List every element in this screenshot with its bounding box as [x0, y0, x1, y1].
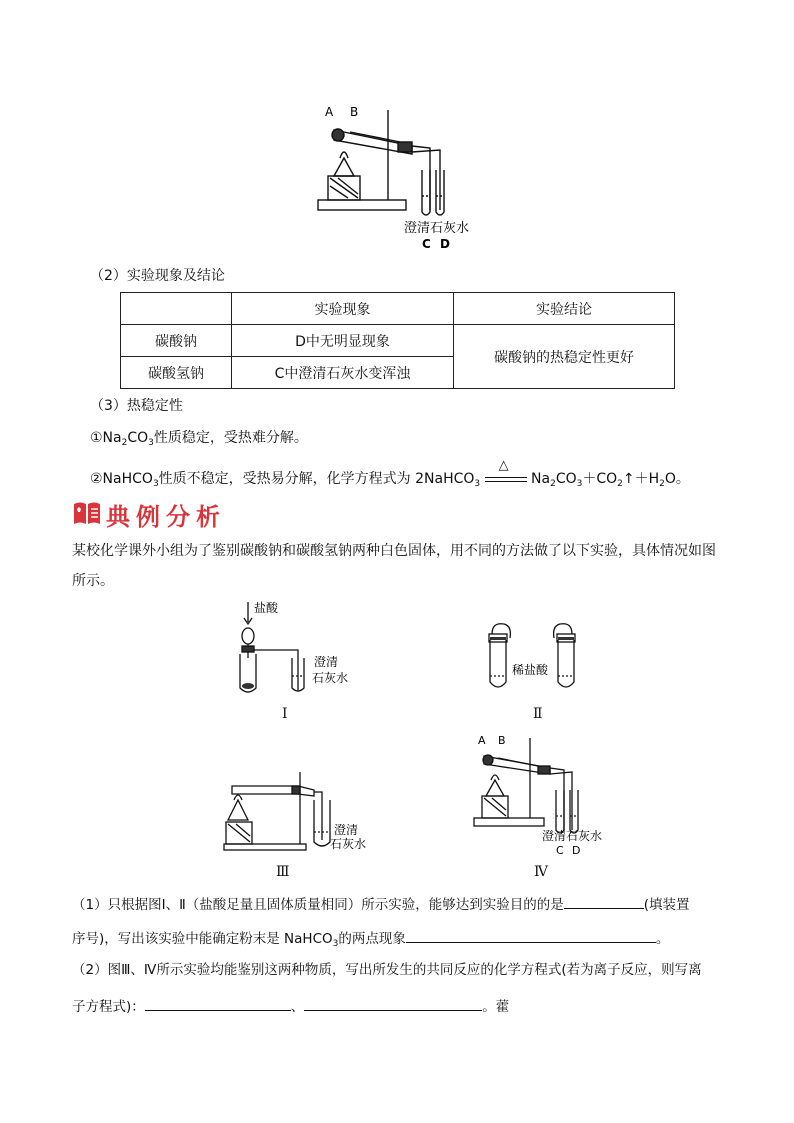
question-2-line-2: 子方程式)： 、 。藿: [72, 994, 509, 1017]
label-a: A: [325, 105, 334, 119]
label-b: B: [350, 105, 359, 119]
fig3-limewater-1: 澄清: [334, 823, 359, 837]
table-header-cell: 实验结论: [454, 293, 675, 325]
fig1-limewater-1: 澄清: [314, 655, 339, 669]
table-header-cell: [121, 293, 232, 325]
answer-blank-3[interactable]: [145, 994, 291, 1011]
table-header-cell: 实验现象: [232, 293, 454, 325]
figure-3-apparatus: [218, 770, 378, 856]
intro-paragraph: 某校化学课外小组为了鉴别碳酸钠和碳酸氢钠两种白色固体，用不同的方法做了以下实验，具体情况如图所示。: [72, 543, 716, 589]
fig4-label-a: A: [478, 734, 486, 747]
table-row: [121, 325, 675, 357]
table-cell: D中无明显现象: [232, 325, 454, 357]
label-d: D: [440, 237, 450, 251]
table-cell: 碳酸氢钠: [121, 357, 232, 389]
figure-2-apparatus: [478, 622, 598, 698]
answer-blank-4[interactable]: [304, 994, 482, 1011]
section-title: 典例分析: [106, 502, 226, 531]
table-cell: 碳酸钠的热稳定性更好: [454, 325, 675, 389]
fig4-limewater: 澄清石灰水: [542, 829, 603, 843]
answer-blank-1[interactable]: [564, 892, 644, 909]
part3-item2: ②NaHCO$_3$性质不稳定，受热易分解，化学方程式为 2NaHCO$_3$ △ $Na_2CO_3+CO_2↑+H_2O$。: [90, 458, 690, 489]
top-apparatus-figure: [300, 100, 500, 255]
table-cell: C中澄清石灰水变浑浊: [232, 357, 454, 389]
fig4-label-d: D: [572, 844, 581, 856]
table-cell: 碳酸钠: [121, 325, 232, 357]
fig4-label-c: C: [556, 844, 564, 856]
book-icon: [72, 500, 102, 526]
question-1-line-1: （1）只根据图Ⅰ、Ⅱ（盐酸足量且固体质量相同）所示实验，能够达到实验目的的是 (填装置: [72, 892, 690, 915]
fig1-acid: 盐酸: [254, 601, 279, 615]
heating-equals-sign: [485, 458, 527, 486]
question-1-line-2: 序号)，写出该实验中能确定粉末是 NaHCO$_3$的两点现象 。: [72, 926, 669, 949]
experiment-table: [120, 292, 675, 389]
fig1-limewater-2: 石灰水: [312, 671, 349, 685]
fig2-label: Ⅱ: [533, 706, 543, 722]
fig2-acid: 稀盐酸: [512, 663, 549, 677]
part2-heading: （2）实验现象及结论: [90, 268, 225, 284]
label-limewater: 澄清石灰水: [404, 221, 470, 236]
answer-blank-2[interactable]: [406, 926, 656, 943]
question-2-line-1: （2）图Ⅲ、Ⅳ所示实验均能鉴别这两种物质，写出所发生的共同反应的化学方程式(若为离子反应，则写离: [72, 962, 702, 978]
fig3-label: Ⅲ: [276, 864, 290, 880]
heat-symbol: △: [498, 458, 509, 473]
figure-1-apparatus: [228, 598, 368, 698]
fig1-label: Ⅰ: [282, 706, 288, 722]
figure-4-apparatus: [470, 732, 620, 856]
part3-heading: （3）热稳定性: [90, 398, 183, 414]
table-row: [121, 293, 675, 325]
fig4-label-b: B: [498, 734, 506, 747]
fig3-limewater-2: 石灰水: [330, 837, 367, 851]
fig4-label: Ⅳ: [534, 864, 548, 880]
label-c: C: [422, 237, 431, 251]
part3-item1: $①Na_2CO_3$性质稳定，受热难分解。: [90, 430, 308, 448]
